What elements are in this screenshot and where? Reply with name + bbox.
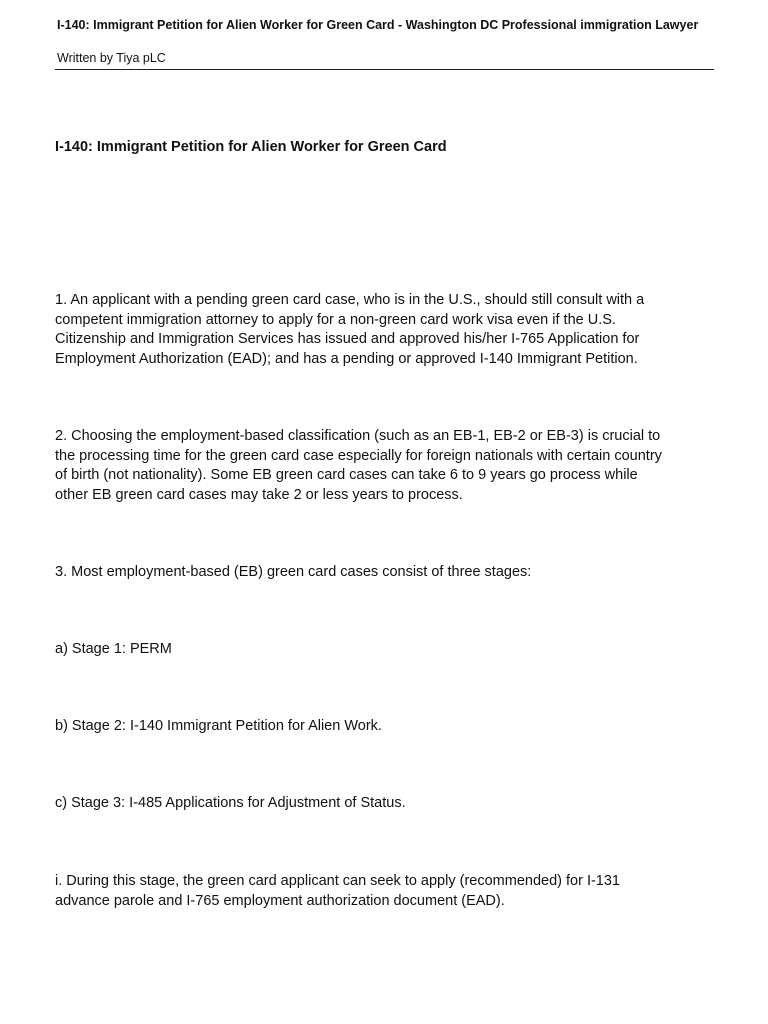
header-divider [55, 69, 714, 70]
list-item-stage-2: b) Stage 2: I-140 Immigrant Petition for Alien Work. [55, 718, 382, 734]
running-header-title: I-140: Immigrant Petition for Alien Worker for Green Card - Washington DC Professional immigration Lawyer [57, 18, 699, 32]
list-item-stage-3: c) Stage 3: I-485 Applications for Adjustment of Status. [55, 795, 406, 811]
byline: Written by Tiya pLC [57, 51, 166, 65]
paragraph-2: 2. Choosing the employment-based classification (such as an EB-1, EB-2 or EB-3) is crucial to the processing time for the green card case especially for foreign nationals with certain country of birth (not nationality). Some EB green card cases can take 6 to 9 years go process while other EB green card cases may take 2 or less years to process. [55, 428, 662, 503]
paragraph-3: 3. Most employment-based (EB) green card cases consist of three stages: [55, 564, 532, 580]
list-item-stage-1: a) Stage 1: PERM [55, 641, 172, 657]
document-title: I-140: Immigrant Petition for Alien Worker for Green Card [55, 139, 447, 155]
paragraph-stage-note: i. During this stage, the green card applicant can seek to apply (recommended) for I-131 advance parole and I-765 employment authorization document (EAD). [55, 873, 620, 909]
paragraph-1: 1. An applicant with a pending green card case, who is in the U.S., should still consult with a competent immigration attorney to apply for a non-green card work visa even if the U.S. Citizenship and Immigration Services has issued and approved his/her I-765 Application for Employment Authorization (EAD); and has a pending or approved I-140 Immigrant Petition. [55, 292, 645, 367]
